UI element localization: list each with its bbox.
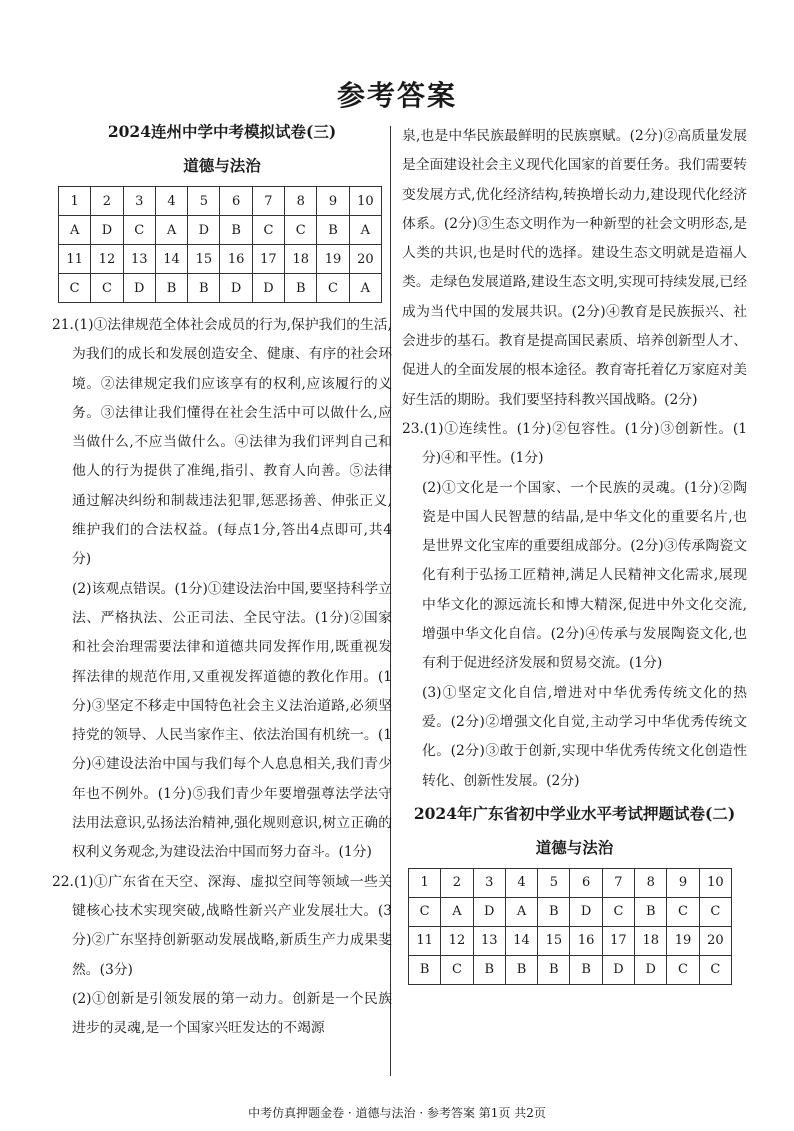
answer-table-row [59,274,382,303]
answer-cell: D [570,897,602,926]
answer-cell: D [91,216,123,245]
answer-table-row [59,216,382,245]
question-number-cell: 17 [602,926,634,955]
answer-cell: C [667,897,699,926]
q23-part1: 23.(1)①连续性。(1分)②包容性。(1分)③创新性。(1分)④和平性。(1分) [402,420,747,467]
answer-cell: B [285,274,317,303]
question-number-cell: 14 [155,245,187,274]
q23-part2: (2)①文化是一个国家、一个民族的灵魂。(1分)②陶瓷是中国人民智慧的结晶,是中华文化的重要名片,也是世界文化宝库的重要组成部分。(2分)③传承陶瓷文化有利于弘扬工匠精神,满足人民精神文化需求,展现中华文化的源远流长和博大精深,促进中外文化交流,增强中华文化自信。(2分)④传承与发展陶瓷文化,也有利于促进经济发展和贸易交流。(1分) [422,479,747,672]
q22-continued: 泉,也是中华民族最鲜明的民族禀赋。(2分)②高质量发展是全面建设社会主义现代化国家的首要任务。我们需要转变发展方式,优化经济结构,转换增长动力,建设现代化经济体系。(2分)③生态文明作为一种新型的社会文明形态,是人类的共识,也是时代的选择。建设生态文明就是造福人类。走绿色发展道路,建设生态文明,实现可持续发展,已经成为当代中国的发展共识。(2分)④教育是民族振兴、社会进步的基石。教育是提高国民素质、培养创新型人才、促进人的全面发展的根本途径。教育寄托着亿万家庭对美好生活的期盼。我们要坚持科教兴国战略。(2分) [402,128,747,408]
answer-cell: C [285,216,317,245]
answer-table-row [59,187,382,216]
right-column [402,122,747,985]
q21-part1: 21.(1)①法律规范全体社会成员的行为,保护我们的生活,为我们的成长和发展创造安全、健康、有序的社会环境。②法律规定我们应该享有的权利,应该履行的义务。③法律让我们懂得在社会生活中可以做什么,应当做什么,不应当做什么。④法律为我们评判自己和他人的行为提供了准绳,指引、教育人向善。⑤法律通过解决纠纷和制裁违法犯罪,惩恶扬善、伸张正义,维护我们的合法权益。(每点1分,答出4点即可,共4分) [52,317,392,568]
subject-title-2: 道德与法治 [535,837,614,857]
question-number-cell: 19 [317,245,349,274]
question-number-cell: 19 [667,926,699,955]
question-number-cell: 15 [538,926,570,955]
answer-table-row [409,897,732,926]
question-number-cell: 9 [667,868,699,897]
answer-cell: B [317,216,349,245]
question-number-cell: 6 [220,187,252,216]
answer-cell: D [188,216,220,245]
question-number-cell: 10 [349,187,381,216]
answer-table-row [409,868,732,897]
answer-cell: D [635,955,667,984]
question-number-cell: 5 [188,187,220,216]
answer-cell: A [441,897,473,926]
q21-part2: (2)该观点错误。(1分)①建设法治中国,要坚持科学立法、严格执法、公正司法、全民守法。(1分)②国家和社会治理需要法律和道德共同发挥作用,既重视发挥法律的规范作用,又重视发挥道德的教化作用。(1分)③坚定不移走中国特色社会主义法治道路,必须坚持党的领导、人民当家作主、依法治国有机统一。(1分)④建设法治中国与我们每个人息息相关,我们青少年也不例外。(1分)⑤我们青少年要增强尊法学法守法用法意识,弘扬法治精神,强化规则意识,树立正确的权利义务观念,为建设法治中国而努力奋斗。(1分) [72,580,392,861]
page-footer: 中考仿真押题金卷 · 道德与法治 · 参考答案 第1页 共2页 [248,1106,546,1120]
question-number-cell: 20 [699,926,731,955]
answer-cell: D [473,897,505,926]
answer-cell: C [667,955,699,984]
question-number-cell: 18 [285,245,317,274]
question-number-cell: 18 [635,926,667,955]
q23-part3: (3)①坚定文化自信,增进对中华优秀传统文化的热爱。(2分)②增强文化自觉,主动学习中华优秀传统文化。(2分)③敢于创新,实现中华优秀传统文化创造性转化、创新性发展。(2分) [422,684,747,789]
question-number-cell: 4 [155,187,187,216]
answer-cell: B [570,955,602,984]
answer-cell: D [220,274,252,303]
question-number-cell: 5 [538,868,570,897]
question-number-cell: 17 [252,245,284,274]
question-number-cell: 13 [473,926,505,955]
answer-cell: A [59,216,91,245]
question-number-cell: 8 [285,187,317,216]
question-number-cell: 16 [570,926,602,955]
question-number-cell: 16 [220,245,252,274]
answer-cell: D [252,274,284,303]
answer-table-2 [408,868,732,985]
answer-cell: C [602,897,634,926]
answer-cell: C [59,274,91,303]
page-title: 参考答案 [336,79,457,112]
answer-cell: D [123,274,155,303]
question-number-cell: 12 [91,245,123,274]
exam-title-2: 2024年广东省初中学业水平考试押题试卷(二) [413,803,736,823]
answer-cell: B [188,274,220,303]
question-number-cell: 2 [91,187,123,216]
question-number-cell: 7 [252,187,284,216]
answer-cell: C [317,274,349,303]
answer-table-row [59,245,382,274]
question-number-cell: 2 [441,868,473,897]
answer-cell: C [91,274,123,303]
answer-cell: B [220,216,252,245]
question-number-cell: 13 [123,245,155,274]
question-number-cell: 3 [473,868,505,897]
answer-cell: C [699,897,731,926]
answer-cell: A [505,897,537,926]
answer-cell: C [699,955,731,984]
question-number-cell: 11 [409,926,441,955]
question-number-cell: 8 [635,868,667,897]
answer-cell: B [473,955,505,984]
question-number-cell: 7 [602,868,634,897]
question-number-cell: 6 [570,868,602,897]
exam-title-1: 2024连州中学中考模拟试卷(三) [107,122,337,141]
question-number-cell: 9 [317,187,349,216]
answer-cell: B [409,955,441,984]
answer-cell: B [505,955,537,984]
answer-table-row [409,955,732,984]
q22-part2: (2)①创新是引领发展的第一动力。创新是一个民族进步的灵魂,是一个国家兴旺发达的不竭源 [72,990,392,1037]
question-number-cell: 14 [505,926,537,955]
q22-part1: 22.(1)①广东省在天空、深海、虚拟空间等领域一些关键核心技术实现突破,战略性新兴产业发展壮大。(3分)②广东坚持创新驱动发展战略,新质生产力成果斐然。(3分) [52,873,392,978]
question-number-cell: 15 [188,245,220,274]
subject-title-1: 道德与法治 [183,156,261,175]
answer-cell: C [252,216,284,245]
answer-cell: A [349,274,381,303]
answer-table-1 [58,186,382,303]
answer-cell: B [538,955,570,984]
question-number-cell: 3 [123,187,155,216]
answer-cell: B [155,274,187,303]
question-number-cell: 4 [505,868,537,897]
question-number-cell: 12 [441,926,473,955]
answer-cell: D [602,955,634,984]
answer-cell: B [635,897,667,926]
left-column [52,122,392,1043]
question-number-cell: 10 [699,868,731,897]
question-number-cell: 1 [59,187,91,216]
answer-cell: C [409,897,441,926]
answer-table-row [409,926,732,955]
answer-cell: C [441,955,473,984]
question-number-cell: 1 [409,868,441,897]
answer-cell: A [349,216,381,245]
answer-cell: C [123,216,155,245]
answer-cell: B [538,897,570,926]
question-number-cell: 20 [349,245,381,274]
answer-cell: A [155,216,187,245]
question-number-cell: 11 [59,245,91,274]
